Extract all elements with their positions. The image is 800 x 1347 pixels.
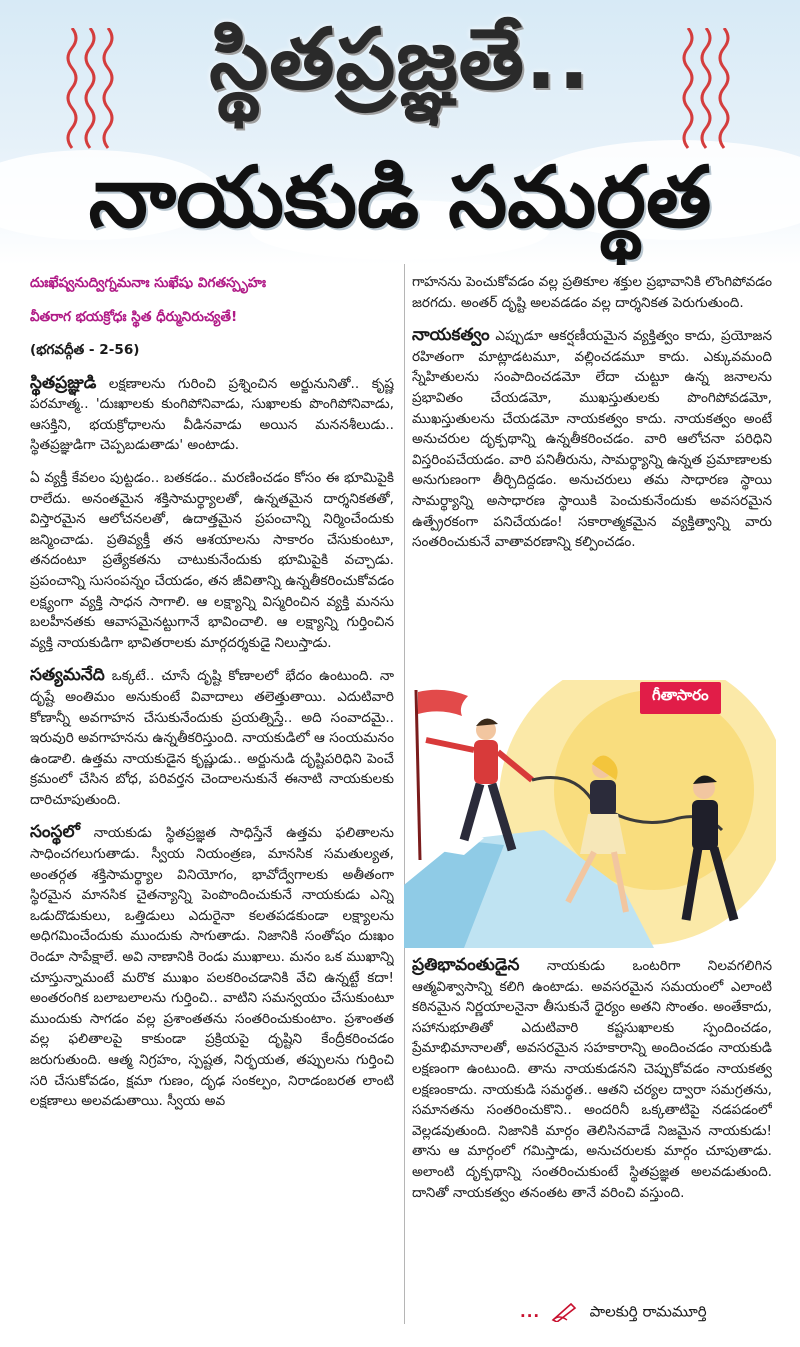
verse-line-2: వీతరాగ భయక్రోధః స్థిత ధీర్మునిరుచ్యతే! bbox=[30, 309, 238, 325]
paragraph-pratibhavantudu bbox=[412, 955, 772, 1203]
left-column bbox=[30, 272, 394, 1338]
paragraph-continuation bbox=[412, 272, 772, 313]
headline-line-2: నాయకుడి సమర్థత bbox=[88, 148, 712, 246]
paragraph-lead: నాయకత్వం bbox=[412, 325, 490, 346]
paragraph-satyam bbox=[30, 665, 394, 810]
paragraph-lead: సంస్థలో bbox=[30, 822, 80, 843]
climbing-team-illustration-icon bbox=[404, 680, 776, 948]
paragraph-text: లక్షణాలను గురించి ప్రశ్నించిన అర్జునునితో.. కృష్ణ పరమాత్మ.. 'దుఃఖాలకు కుంగిపోనివాడు, సుఖాలకు పొంగిపోనివాడు, ఆసక్తిని, భయక్రోధాలను వీడినవాడు అయిన మననశీలుడు.. స్థితప్రజ్ఞుడిగా చెప్పబడుతాడు' అంటాడు. bbox=[30, 375, 394, 454]
paragraph-text: ఎప్పుడూ ఆకర్షణీయమైన వ్యక్తిత్వం కాదు, ప్రయోజన రహితంగా మాట్లాడటమూ, వల్లించడమూ కాదు. ఎక్కువమంది స్నేహితులను సంపాదించడమో లేదా చుట్టూ ఉన్న జనాలను ప్రభావితం చేయడమో, ముఖస్తుతులకు పొంగిపోవడమో, ముఖస్తుతులను చేయడమో నాయకత్వం కాదు. నాయకత్వం అంటే అనుచరుల దృక్పథాన్ని ఉన్నతీకరించడం. వారి ఆలోచనా పరిధిని విస్తరింపచేయడం. వారి పనితీరును, సామర్థ్యాన్ని ఉన్నత ప్రమాణాలకు అనుగుణంగా తీర్చిదిద్దడం. అనుచరులు తమ సాధారణ స్థాయి సామర్థ్యాన్ని అసాధారణ స్థాయికి పెంచుకునేందుకు అవసరమైన ఉత్ప్రేరకంగా పనిచేయడం! సకారాత్మకమైన వ్యక్తిత్వాన్ని వారు సంతరించుకునే వాతావరణాన్ని కల్పించడం. bbox=[412, 328, 772, 551]
paragraph-text: ఏ వ్యక్తీ కేవలం పుట్టడం.. బతకడం.. మరణించడం కోసం ఈ భూమిపైకి రాలేదు. అనంతమైన శక్తిసామర్థ్యాలతో, ఉన్నతమైన దార్శనికతతో, విస్తారమైన ఆలోచనలతో, ఉదాత్తమైన ప్రపంచాన్ని నిర్మించేందుకు జన్మించాడు. ప్రతివ్యక్తీ తన ఆశయాలను సాకారం చేసుకుంటూ, తనదంటూ ప్రత్యేకతను చాటుకునేందుకు భూమిపైకి వచ్చాడు. ప్రపంచాన్ని సుసంపన్నం చేయడం, తన జీవితాన్ని ఉన్నతీకరించుకోవడం లక్ష్యంగా వ్యక్తి సాధన సాగాలి. ఆ లక్ష్యాన్ని విస్మరించిన వ్యక్తి మనసు బలహీనతకు ఆవాసమైనట్టుగానే భావించాలి. ఆ లక్ష్యాన్ని గుర్తించిన వ్యక్తి నాయకుడిగా భావితరాలకు మార్గదర్శకుడై నిలుస్తాడు. bbox=[30, 469, 394, 651]
verse-line-1: దుఃఖేష్వనుద్విగ్నమనాః సుఖేషు విగతస్పృహః bbox=[30, 275, 267, 291]
paragraph-text: నాయకుడు ఒంటరిగా నిలవగలిగిన ఆత్మవిశ్వాసాన్ని కలిగి ఉంటాడు. అవసరమైన సమయంలో ఎలాంటి కఠినమైన నిర్ణయాలనైనా తీసుకునే ధైర్యం అతని సొంతం. అంతేకాదు, సహానుభూతితో ఎదుటివారి కష్టసుఖాలకు స్పందించడం, ప్రేమాభిమానాలతో, అవసరమైన సహకారాన్ని అందించడం నాయకుడి లక్షణంగా ఉంటుంది. తాను నాయకుడనని చెప్పుకోవడం నాయకత్వ లక్షణంకాదు. నాయకుడి సమర్థత.. ఆతని చర్యల ద్వారా సమగ్రతను, సమానతను సంతరించుకొని.. అందరినీ ఒక్కతాటిపై నడపడంలో వెల్లడవుతుంది. నిజానికి మార్గం తెలిసినవాడే నిజమైన నాయకుడు! తాను ఆ మార్గంలో గమిస్తాడు, అనుచరులకు మార్గం చూపుతాడు. అలాంటి దృక్పథాన్ని సంతరించుకుంటే స్థితప్రజ్ఞత అలవడుతుంది. దానితో నాయకత్వం తనంతట తానే వరించి వస్తుంది. bbox=[412, 958, 772, 1201]
signature-dots: ... bbox=[520, 1302, 541, 1321]
paragraph-purpose bbox=[30, 468, 394, 653]
verse-reference: (భగవద్గీత - 2-56) bbox=[30, 342, 140, 358]
paragraph-lead: స్థితప్రజ్ఞుడి bbox=[30, 372, 97, 393]
headline-line-1: స్థితప్రజ్ఞతే.. bbox=[209, 10, 591, 108]
paragraph-text: నాయకుడు స్థితప్రజ్ఞత సాధిస్తేనే ఉత్తమ ఫలితాలను సాధించగలుగుతాడు. స్వీయ నియంత్రణ, మానసిక సమతుల్యత, అంతర్గత శక్తిసామర్థ్యాల వినియోగం, భావోద్వేగాలకు అతీతంగా స్థిరమైన మానసిక చైతన్యాన్ని పెంపొందించుకునే నాయకుడు ఎన్ని ఒడుదొడుకులు, ఒత్తిడులు ఎదురైనా కలతపడకుండా లక్ష్యాలను అధిగమించేందుకు ముందుకు సాగుతాడు. నిజానికి సంతోషం దుఃఖం రెండూ సాపేక్షాలే. అవి నాణానికి రెండు ముఖాలు. మనం ఒక ముఖాన్ని చూస్తున్నామంటే మరొక ముఖం పలకరించడానికి వేచి ఉన్నట్టే కదా! అంతరంగిక బలాబలాలను గుర్తించి.. వాటిని సమన్వయం చేసుకుంటూ ముందుకు సాగడం వల్ల ప్రశాంతతను సంతరించుకుంటాం. ప్రశాంతత వల్ల ఫలితాలపై కాకుండా ప్రక్రియపై దృష్టిని కేంద్రీకరించడం జరుగుతుంది. ఆత్మ నిగ్రహం, స్పష్టత, నిర్భయత, తప్పులను గుర్తించి సరి చేసుకోవడం, క్షమా గుణం, దృఢ సంకల్పం, నిరాడంబరత లాంటి లక్షణాలు అలవడుతాయి. స్వీయ అవ bbox=[30, 825, 394, 1110]
paragraph-nayakatvam bbox=[412, 325, 772, 553]
paragraph-text: ఒక్కటే.. చూసే దృష్టి కోణాలలో భేదం ఉంటుంది. నా దృష్టే అంతిమం అనుకుంటే వివాదాలు తలెత్తుతాయి. ఎదుటివారి కోణాన్నీ అవగాహన చేసుకునేందుకు ప్రయత్నిస్తే.. అది సంవాదమై.. ఇరువురి అవగాహనను ఉన్నతీకరిస్తుంది. నాయకుడిలో ఆ సంయమనం ఉండాలి. ఉత్తమ నాయకుడైన కృష్ణుడు.. అర్జునుడి దృష్టిపరిధిని పెంచే క్రమంలో చేసిన బోధ, పరివర్తన చెందాలనుకునే ఈనాటి నాయకులకు దారిచూపుతుంది. bbox=[30, 668, 394, 808]
paragraph-sthithapragnudu bbox=[30, 373, 394, 456]
right-column-top bbox=[412, 272, 772, 672]
paragraph-text: గాహనను పెంచుకోవడం వల్ల ప్రతికూల శక్తుల ప్రభావానికి లొంగిపోవడం జరగదు. అంతర్ దృష్టి అలవడడం వల్ల దార్శనికత పెరుగుతుంది. bbox=[412, 274, 772, 311]
gita-saram-badge: గీతాసారం bbox=[640, 682, 721, 714]
author-signature bbox=[520, 1302, 760, 1332]
leadership-illustration bbox=[404, 680, 776, 948]
pen-icon bbox=[551, 1302, 577, 1322]
header-banner bbox=[0, 0, 800, 265]
author-name: పాలకుర్తి రామమూర్తి bbox=[589, 1302, 707, 1321]
paragraph-lead: సత్యమనేది bbox=[30, 665, 105, 686]
paragraph-lead: ప్రతిభావంతుడైన bbox=[412, 955, 520, 975]
right-column-bottom bbox=[412, 955, 772, 1295]
paragraph-samsthalo bbox=[30, 822, 394, 1111]
